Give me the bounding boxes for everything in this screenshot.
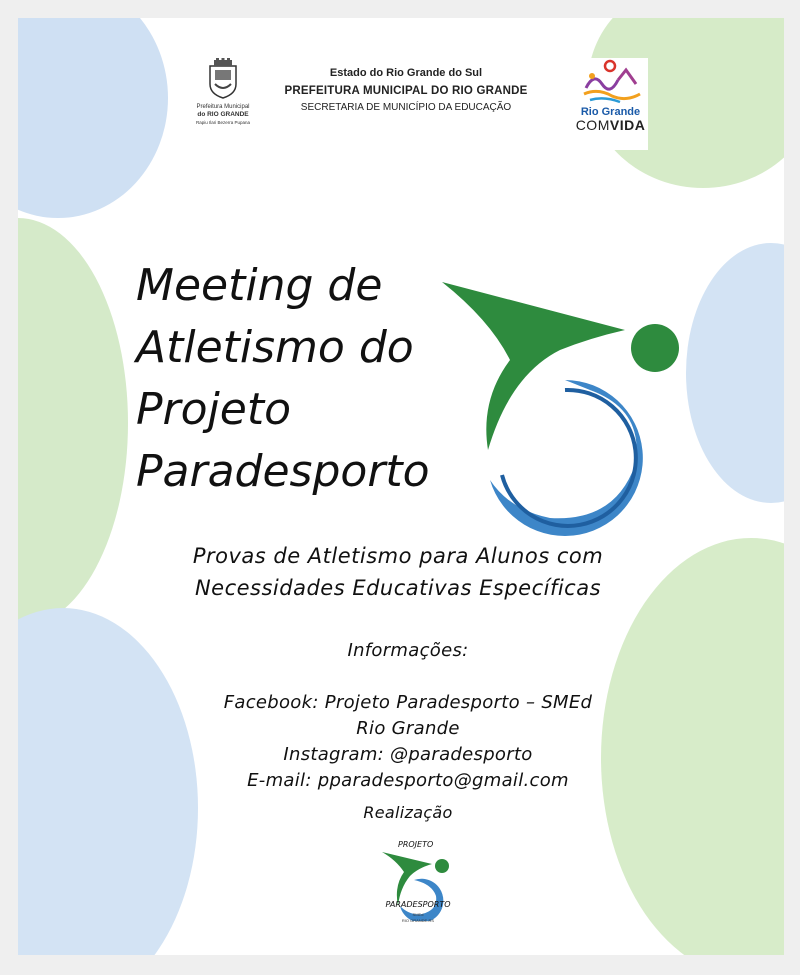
poster xyxy=(18,18,784,955)
event-subtitle xyxy=(108,540,688,604)
small-paradesporto-logo xyxy=(370,838,465,948)
facebook-line: Facebook: Projeto Paradesporto – SMEd xyxy=(223,692,593,713)
title-line4: Paradesporto xyxy=(136,446,430,497)
realizacao-label: Realização xyxy=(363,803,453,822)
small-paradesporto-icon xyxy=(370,846,465,921)
crest-line2: do RIO GRANDE xyxy=(197,111,249,118)
prefeitura-name: PREFEITURA MUNICIPAL DO RIO GRANDE xyxy=(284,85,528,97)
info-heading: Informações: xyxy=(347,640,469,661)
crest-icon xyxy=(206,58,240,100)
decorative-blob xyxy=(686,243,784,503)
brand-line1: Rio Grande xyxy=(580,106,641,118)
brand-line2: COMVIDA xyxy=(575,117,646,133)
state-name: Estado do Rio Grande do Sul xyxy=(329,67,483,79)
colorful-figures-icon xyxy=(580,58,642,106)
rio-grande-com-vida-logo xyxy=(573,58,648,150)
municipal-crest xyxy=(193,58,253,143)
facebook-line-cont: Rio Grande xyxy=(356,718,460,739)
small-logo-bottom: PARADESPORTO xyxy=(385,900,451,909)
crest-line3: Rapiu Ilari Bezerra Pupana xyxy=(195,120,251,125)
decorative-blob xyxy=(18,18,168,218)
instagram-line: Instagram: @paradesporto xyxy=(283,744,533,765)
email-line: E-mail: pparadesporto@gmail.com xyxy=(247,770,569,791)
contact-info xyxy=(168,690,648,794)
small-logo-tiny2: RIO GRANDE-RS xyxy=(401,918,435,923)
title-line2: Atletismo do xyxy=(136,322,414,373)
subtitle-line2: Necessidades Educativas Específicas xyxy=(194,576,602,600)
title-line3: Projeto xyxy=(136,384,292,435)
small-logo-top: PROJETO xyxy=(398,840,434,849)
header-block xyxy=(266,67,546,113)
subtitle-line1: Provas de Atletismo para Alunos com xyxy=(192,544,604,568)
title-line1: Meeting de xyxy=(136,260,383,311)
secretaria-name: SECRETARIA DE MUNICÍPIO DA EDUCAÇÃO xyxy=(300,102,512,113)
small-logo-tiny1: SMEd xyxy=(412,912,424,917)
crest-line1: Prefeitura Municipal xyxy=(196,104,250,110)
paradesporto-logo-icon xyxy=(440,280,690,540)
